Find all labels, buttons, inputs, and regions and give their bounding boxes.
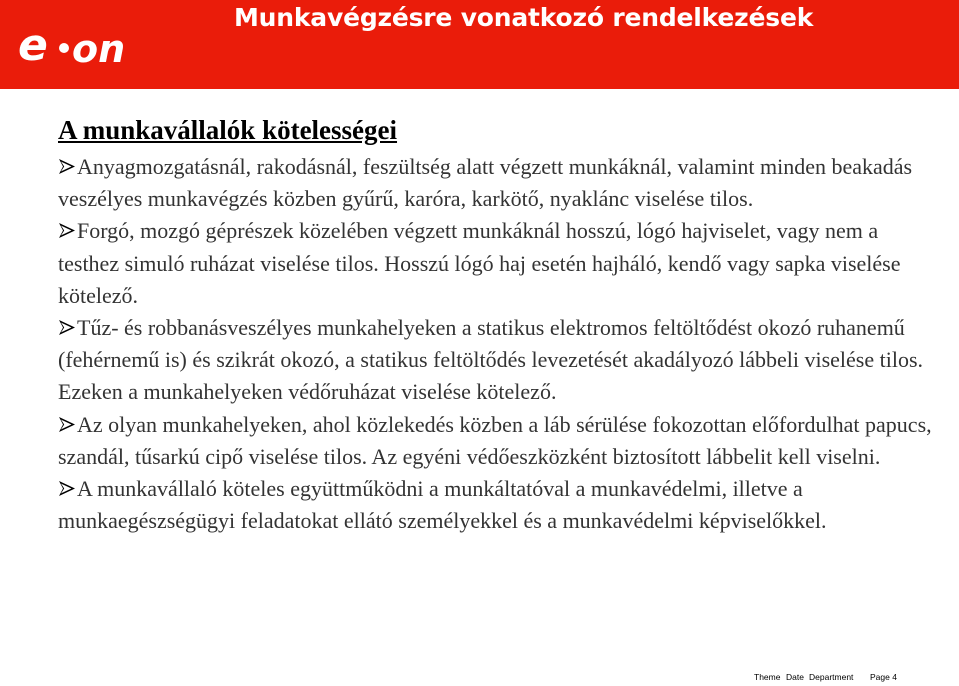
bullet-text: Tűz- és robbanásveszélyes munkahelyeken a statikus elektromos feltöltődést okozó ruhanemű (fehérnemű is) és szikrát okozó, a statikus feltöltődés levezetését akadályozó lábbeli viselése tilos. Ezeken a munkahelyeken védőruházat viselése kötelező. (58, 315, 924, 405)
arrow-bullet-icon (58, 480, 76, 497)
content-area (58, 113, 938, 537)
bullet-text: Az olyan munkahelyeken, ahol közlekedés közben a láb sérülése fokozottan előfordulhat papucs, szandál, tűsarkú cipő viselése tilos. Az egyéni védőeszközként biztosított lábbelit kell viselni. (58, 411, 932, 469)
bullet-text: Forgó, mozgó géprészek közelében végzett munkáknál hosszú, lógó hajviselet, vagy nem a testhez simuló ruházat viselése tilos. Hosszú lógó haj esetén hajháló, kendő vagy sapka viselése kötelező. (58, 218, 901, 308)
footer-page-number: Page 4 (870, 672, 897, 682)
slide-title: Munkavégzésre vonatkozó rendelkezések (234, 3, 814, 32)
arrow-bullet-icon (58, 416, 76, 433)
arrow-bullet-icon (58, 222, 76, 239)
section-heading: A munkavállalók kötelességei (58, 115, 398, 145)
footer-department: Department (809, 672, 854, 682)
bullet-text: Anyagmozgatásnál, rakodásnál, feszültség alatt végzett munkáknál, valamint minden beakadás veszélyes munkavégzés közben gyűrű, karóra, karkötő, nyaklánc viselése tilos. (58, 154, 913, 212)
svg-text:e: e (18, 22, 48, 70)
bullet-item (58, 473, 938, 537)
footer-theme: Theme (754, 672, 781, 682)
bullet-item (58, 409, 938, 473)
footer-date: Date (786, 672, 804, 682)
eon-logo (18, 22, 146, 70)
svg-text:on: on (72, 27, 126, 70)
bullet-item (58, 312, 938, 409)
bullet-text: A munkavállaló köteles együttműködni a munkáltatóval a munkavédelmi, illetve a munkaegészségügyi feladatokat ellátó személyekkel és a munkavédelmi képviselőkkel. (58, 476, 827, 534)
bullet-item (58, 151, 938, 215)
header-bar (0, 0, 959, 89)
arrow-bullet-icon (58, 158, 76, 175)
bullet-item (58, 215, 938, 312)
arrow-bullet-icon (58, 319, 76, 336)
